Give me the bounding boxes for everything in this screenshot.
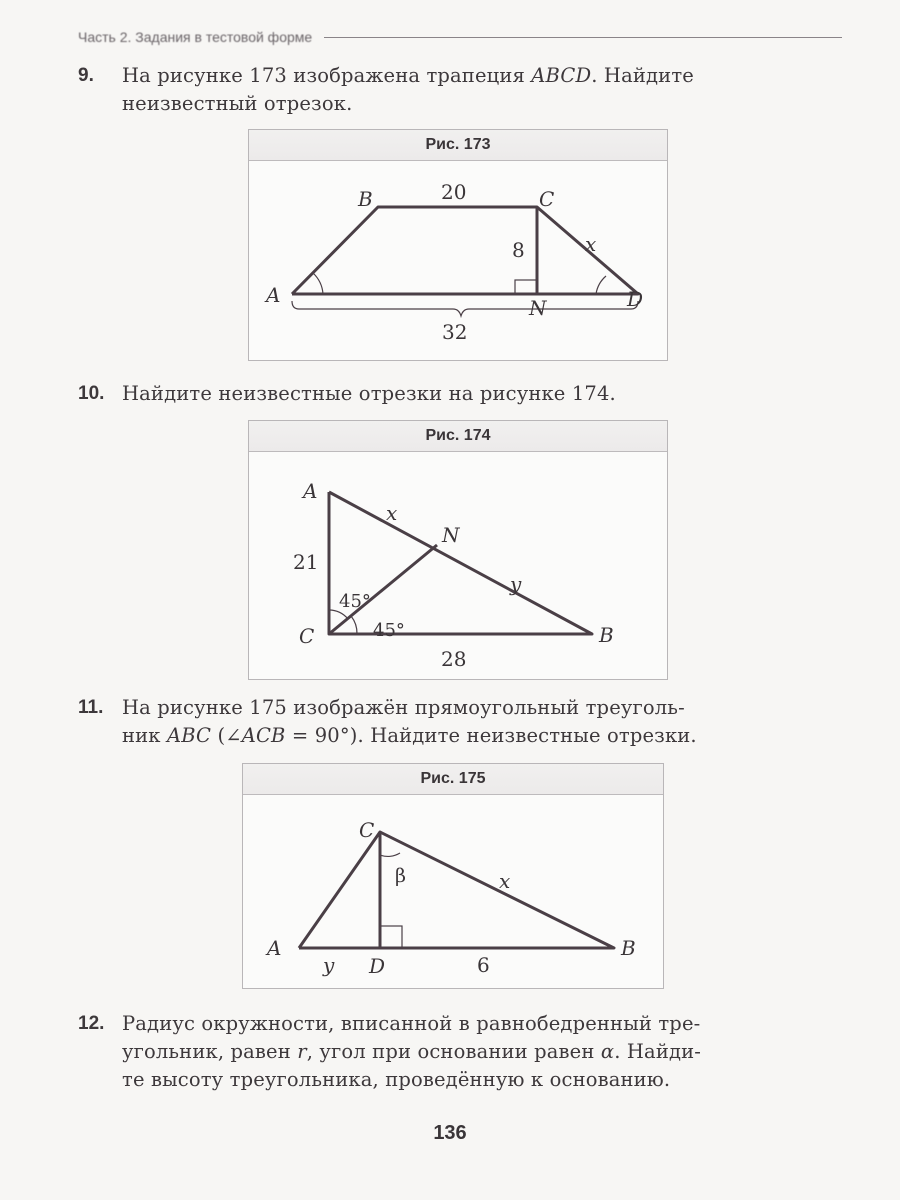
svg-text:y: y <box>510 572 522 596</box>
svg-text:D: D <box>369 954 386 978</box>
figure-174 <box>248 420 668 680</box>
svg-text:21: 21 <box>293 550 319 574</box>
problem-number: 12. <box>78 1013 105 1034</box>
figure-caption: Рис. 175 <box>243 764 663 795</box>
running-head-title: Часть 2. Задания в тестовой форме <box>78 29 313 45</box>
svg-text:B: B <box>599 623 614 647</box>
svg-text:D: D <box>627 287 644 311</box>
problem-text-line: те высоту треугольника, проведённую к основанию. <box>122 1068 671 1091</box>
svg-text:20: 20 <box>441 180 467 204</box>
problem-12 <box>78 1010 848 1094</box>
svg-text:C: C <box>359 818 375 842</box>
svg-text:28: 28 <box>441 647 467 671</box>
svg-text:y: y <box>323 953 335 977</box>
running-head-rule <box>324 37 842 38</box>
svg-text:x: x <box>585 232 597 256</box>
problem-number: 10. <box>78 383 105 404</box>
svg-text:C: C <box>539 187 555 211</box>
svg-text:A: A <box>266 283 281 307</box>
problem-10 <box>78 380 848 408</box>
svg-text:A: A <box>267 936 282 960</box>
svg-text:N: N <box>442 523 460 547</box>
problem-text-line: угольник, равен r, угол при основании равен α. Найди- <box>122 1040 702 1063</box>
problem-number: 11. <box>78 697 104 718</box>
svg-text:8: 8 <box>512 238 525 262</box>
figure-173 <box>248 129 668 361</box>
problem-9 <box>78 62 848 118</box>
problem-text-line: Найдите неизвестные отрезки на рисунке 174. <box>122 382 616 405</box>
svg-text:x: x <box>499 869 511 893</box>
problem-11 <box>78 694 848 750</box>
svg-text:B: B <box>358 187 373 211</box>
right-triangle-bisector-diagram <box>249 452 667 678</box>
svg-text:45°: 45° <box>373 620 405 641</box>
svg-text:32: 32 <box>442 320 468 344</box>
figure-caption: Рис. 174 <box>249 421 667 452</box>
figure-caption: Рис. 173 <box>249 130 667 161</box>
svg-text:B: B <box>621 936 636 960</box>
svg-text:45°: 45° <box>339 591 371 612</box>
trapezoid-diagram <box>249 161 667 359</box>
problem-text-line: неизвестный отрезок. <box>122 92 353 115</box>
right-triangle-altitude-diagram <box>243 795 663 987</box>
figure-175 <box>242 763 664 989</box>
svg-text:N: N <box>529 296 547 320</box>
svg-text:β: β <box>395 865 406 887</box>
svg-text:x: x <box>386 501 398 525</box>
page-number: 136 <box>433 1122 467 1144</box>
problem-number: 9. <box>78 65 94 86</box>
problem-text-line: ник ABC (∠ACB = 90°). Найдите неизвестные отрезки. <box>122 724 697 747</box>
problem-text-line: Радиус окружности, вписанной в равнобедренный тре- <box>122 1012 701 1035</box>
svg-text:6: 6 <box>477 953 490 977</box>
svg-text:C: C <box>299 624 315 648</box>
problem-text-line: На рисунке 173 изображена трапеция ABCD. Найдите <box>122 64 694 87</box>
problem-text-line: На рисунке 175 изображён прямоугольный треуголь- <box>122 696 685 719</box>
svg-text:A: A <box>303 479 318 503</box>
running-head <box>78 28 842 46</box>
